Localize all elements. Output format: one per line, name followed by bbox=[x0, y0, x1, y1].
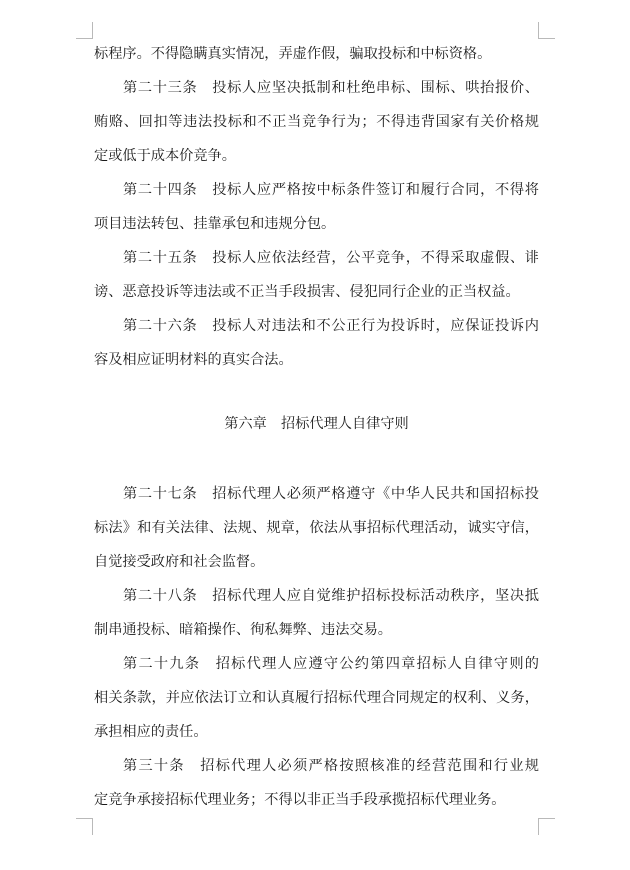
paragraph-line: 项目违法转包、挂靠承包和违规分包。 bbox=[94, 216, 336, 232]
article-25-line: 第二十五条 投标人应依法经营，公平竞争，不得采取虚假、诽 bbox=[123, 250, 539, 266]
margin-corner-mark bbox=[538, 818, 555, 835]
article-30-line: 第三十条 招标代理人必须严格按照核准的经营范围和行业规 bbox=[123, 758, 539, 774]
article-28-line: 第二十八条 招标代理人应自觉维护招标投标活动秩序，坚决抵 bbox=[123, 588, 539, 604]
paragraph-line: 容及相应证明材料的真实合法。 bbox=[94, 352, 293, 368]
paragraph-line: 标法》和有关法律、法规、规章，依法从事招标代理活动，诚实守信， bbox=[94, 520, 539, 536]
paragraph-line: 定或低于成本价竞争。 bbox=[94, 148, 236, 164]
paragraph-line: 贿赂、回扣等违法投标和不正当竞争行为；不得违背国家有关价格规 bbox=[94, 114, 539, 130]
paragraph-line: 相关条款，并应依法订立和认真履行招标代理合同规定的权利、义务， bbox=[94, 690, 539, 706]
paragraph-line: 标程序。不得隐瞒真实情况，弄虚作假，骗取投标和中标资格。 bbox=[94, 46, 492, 62]
chapter-heading: 第六章 招标代理人自律守则 bbox=[224, 416, 409, 432]
margin-corner-mark bbox=[538, 22, 555, 39]
margin-corner-mark bbox=[76, 22, 93, 39]
paragraph-line: 谤、恶意投诉等违法或不正当手段损害、侵犯同行企业的正当权益。 bbox=[94, 284, 520, 300]
paragraph-line: 制串通投标、暗箱操作、徇私舞弊、违法交易。 bbox=[94, 622, 392, 638]
paragraph-line: 承担相应的责任。 bbox=[94, 724, 208, 740]
article-23-line: 第二十三条 投标人应坚决抵制和杜绝串标、围标、哄抬报价、 bbox=[123, 80, 539, 96]
paragraph-line: 自觉接受政府和社会监督。 bbox=[94, 554, 265, 570]
article-26-line: 第二十六条 投标人对违法和不公正行为投诉时，应保证投诉内 bbox=[123, 318, 539, 334]
article-24-line: 第二十四条 投标人应严格按中标条件签订和履行合同，不得将 bbox=[123, 182, 539, 198]
paragraph-line: 定竞争承接招标代理业务；不得以非正当手段承揽招标代理业务。 bbox=[94, 792, 506, 808]
article-27-line: 第二十七条 招标代理人必须严格遵守《中华人民共和国招标投 bbox=[123, 486, 539, 502]
article-29-line: 第二十九条 招标代理人应遵守公约第四章招标人自律守则的 bbox=[123, 656, 539, 672]
margin-corner-mark bbox=[76, 818, 93, 835]
